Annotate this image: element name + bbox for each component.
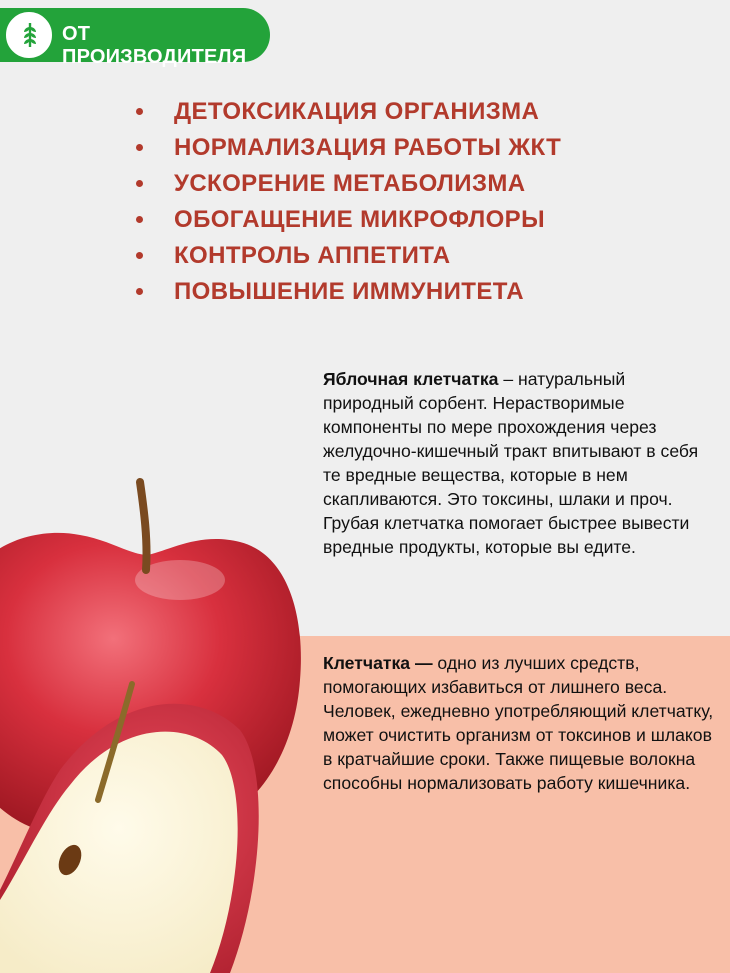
benefit-text: КОНТРОЛЬ АППЕТИТА <box>174 242 451 269</box>
bullet-icon <box>136 216 143 223</box>
fiber-paragraph <box>323 651 715 795</box>
paragraph-body: одно из лучших средств, помогающих избавиться от лишнего веса. Человек, ежедневно употребляющий клетчатку, может очистить организм от токсинов и шлаков в кратчайшие сроки. Также пищевые волокна способны нормализовать работу кишечника. <box>323 653 714 793</box>
apple-illustration <box>0 470 320 973</box>
benefits-list <box>132 94 561 310</box>
benefit-item <box>132 202 561 238</box>
bullet-icon <box>136 180 143 187</box>
paragraph-heading: Клетчатка — <box>323 653 433 673</box>
bullet-icon <box>136 252 143 259</box>
benefit-text: ПОВЫШЕНИЕ ИММУНИТЕТА <box>174 278 525 305</box>
bullet-icon <box>136 108 143 115</box>
benefit-text: УСКОРЕНИЕ МЕТАБОЛИЗМА <box>174 170 526 197</box>
benefit-item <box>132 130 561 166</box>
benefit-text: ОБОГАЩЕНИЕ МИКРОФЛОРЫ <box>174 206 545 233</box>
paragraph-heading: Яблочная клетчатка <box>323 369 499 389</box>
benefit-text: НОРМАЛИЗАЦИЯ РАБОТЫ ЖКТ <box>174 134 562 161</box>
benefit-item <box>132 94 561 130</box>
benefit-item <box>132 238 561 274</box>
manufacturer-badge <box>0 8 270 68</box>
wheat-icon <box>4 10 54 60</box>
bullet-icon <box>136 288 143 295</box>
benefit-item <box>132 166 561 202</box>
badge-label: ОТ ПРОИЗВОДИТЕЛЯ <box>62 23 247 68</box>
benefit-text: ДЕТОКСИКАЦИЯ ОРГАНИЗМА <box>174 98 540 125</box>
paragraph-body: – натуральный природный сорбент. Нерастворимые компоненты по мере прохождения через желудочно-кишечный тракт впитывают в себя те вредные вещества, которые в нем скапливаются. Это токсины, шлаки и проч. Грубая клетчатка помогает быстрее вывести вредные продукты, которые вы едите. <box>323 369 699 557</box>
bullet-icon <box>136 144 143 151</box>
benefit-item <box>132 274 561 310</box>
apple-fiber-paragraph <box>323 367 715 559</box>
